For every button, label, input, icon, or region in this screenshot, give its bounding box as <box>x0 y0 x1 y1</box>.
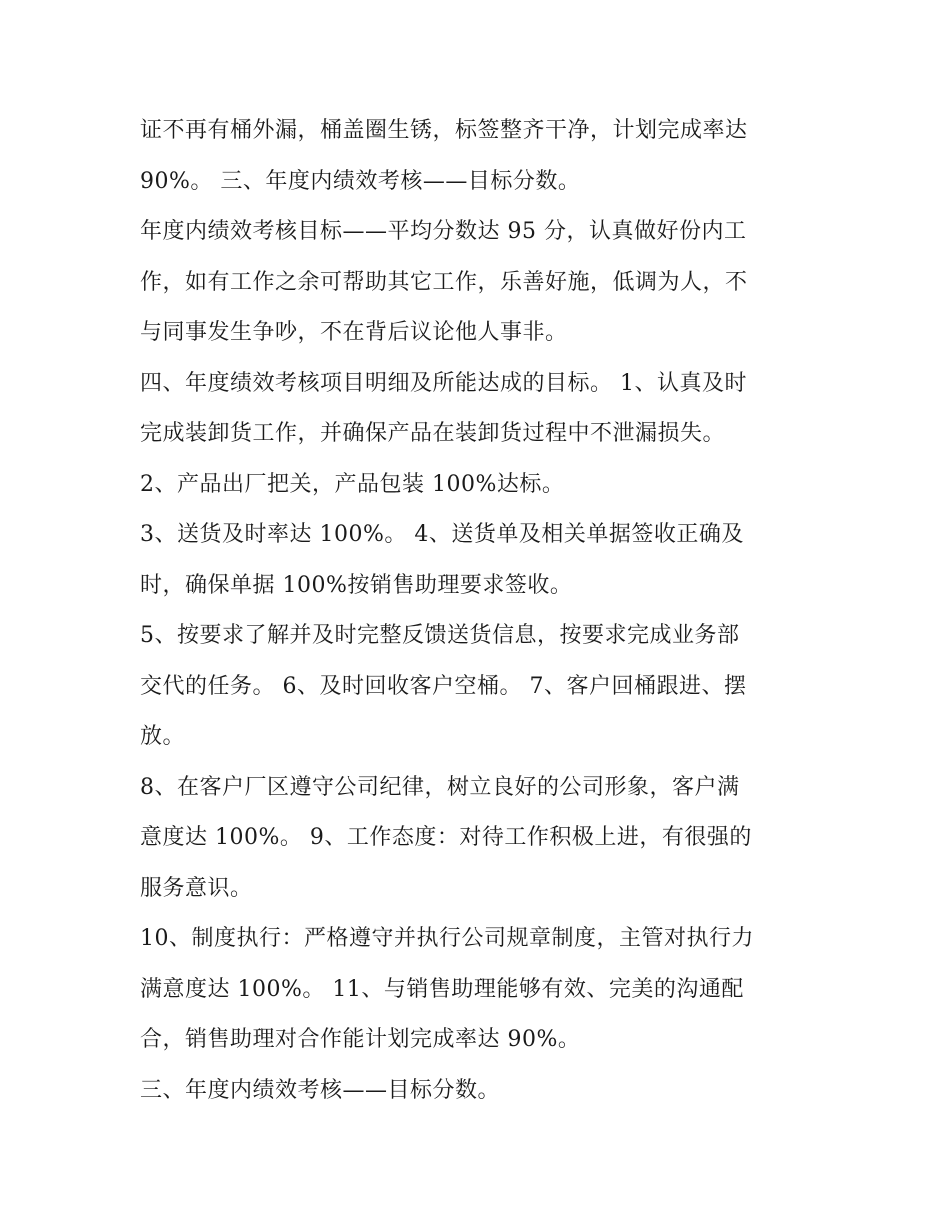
paragraph-5 <box>140 510 820 611</box>
text-line: 交代的任务。 6、及时回收客户空桶。 7、客户回桶跟进、摆 <box>140 673 747 699</box>
text-line: 10、制度执行：严格遵守并执行公司规章制度，主管对执行力 <box>140 926 754 951</box>
document-body <box>140 106 820 1116</box>
paragraph-7 <box>140 763 820 915</box>
text-line: 证不再有桶外漏，桶盖圈生锈，标签整齐干净，计划完成率达 <box>140 118 748 143</box>
text-line: 服务意识。 <box>140 875 253 901</box>
text-line: 与同事发生争吵，不在背后议论他人事非。 <box>140 320 568 345</box>
text-line: 三、年度内绩效考核——目标分数。 <box>140 1077 501 1103</box>
text-line: 90%。 三、年度内绩效考核——目标分数。 <box>140 168 581 194</box>
paragraph-9 <box>140 1066 820 1117</box>
paragraph-4 <box>140 460 820 511</box>
text-line: 意度达 100%。 9、工作态度：对待工作积极上进，有很强的 <box>140 825 752 850</box>
text-line: 完成装卸货工作，并确保产品在装卸货过程中不泄漏损失。 <box>140 421 726 446</box>
text-line: 满意度达 100%。 11、与销售助理能够有效、完美的沟通配 <box>140 976 744 1002</box>
text-line: 5、按要求了解并及时完整反馈送货信息，按要求完成业务部 <box>140 623 740 648</box>
text-line: 作，如有工作之余可帮助其它工作，乐善好施，低调为人，不 <box>140 269 748 295</box>
text-line: 2、产品出厂把关，产品包装 100%达标。 <box>140 471 565 497</box>
paragraph-3 <box>140 359 820 460</box>
text-line: 时，确保单据 100%按销售助理要求签收。 <box>140 572 573 598</box>
text-line: 年度内绩效考核目标——平均分数达 95 分，认真做好份内工 <box>140 219 747 244</box>
paragraph-6 <box>140 611 820 763</box>
text-line: 四、年度绩效考核项目明细及所能达成的目标。 1、认真及时 <box>140 370 747 396</box>
text-line: 8、在客户厂区遵守公司纪律，树立良好的公司形象，客户满 <box>140 774 740 800</box>
paragraph-8 <box>140 914 820 1066</box>
text-line: 3、送货及时率达 100%。 4、送货单及相关单据签收正确及 <box>140 522 744 547</box>
text-line: 合，销售助理对合作能计划完成率达 90%。 <box>140 1027 581 1052</box>
paragraph-2 <box>140 207 820 359</box>
paragraph-1 <box>140 106 820 207</box>
text-line: 放。 <box>140 724 186 749</box>
